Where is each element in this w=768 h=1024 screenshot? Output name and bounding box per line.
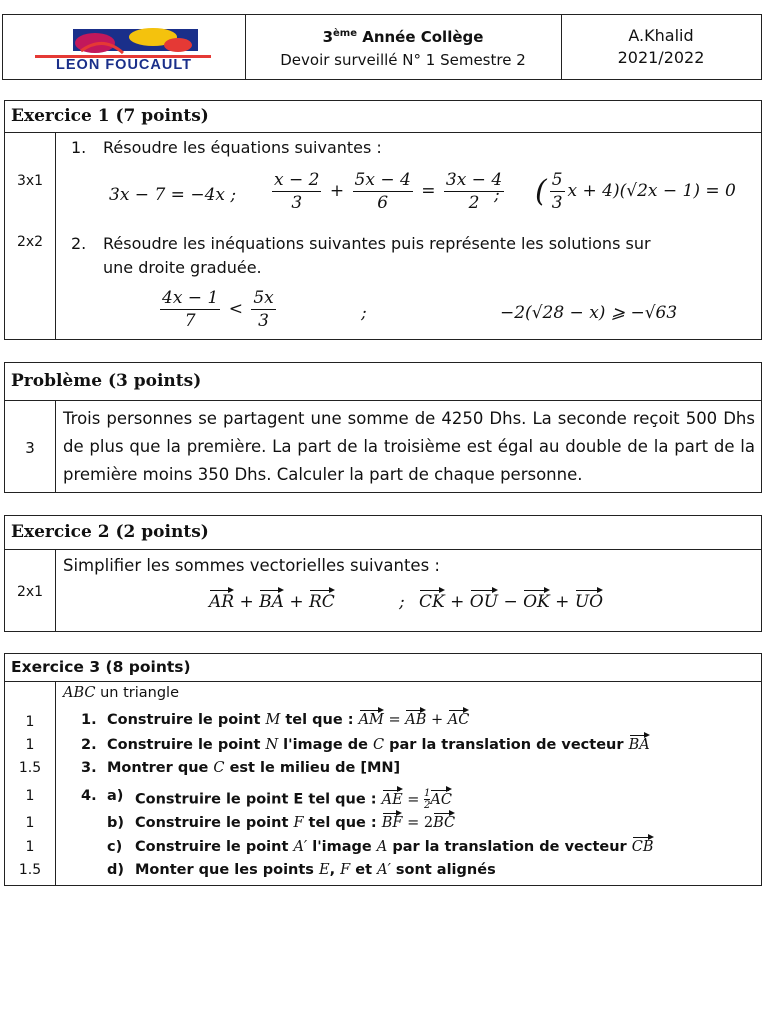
minus-sign: − bbox=[503, 592, 518, 612]
vector-OU: OU bbox=[469, 592, 499, 612]
ex3-mark-5: 1 bbox=[25, 815, 35, 831]
q1-text: Construire le point bbox=[107, 712, 266, 728]
grade-superscript: ème bbox=[333, 28, 357, 39]
point-A-prime: A′ bbox=[293, 839, 308, 855]
plus-sign: + bbox=[239, 592, 254, 612]
in1-less-than: < bbox=[228, 299, 243, 319]
qb-text-b: tel que : bbox=[303, 815, 382, 831]
point-M: M bbox=[265, 712, 281, 728]
point-C: C bbox=[372, 737, 385, 753]
inequation-separator: ; bbox=[361, 303, 367, 323]
in1-frac1-num: 4x − 1 bbox=[162, 288, 219, 308]
eq2-frac2-den: 6 bbox=[377, 193, 389, 213]
exercise-1 bbox=[4, 100, 762, 340]
eq2-frac3-num: 3x − 4 bbox=[445, 170, 503, 190]
ex3-q3-number: 3. bbox=[81, 760, 97, 776]
vector-CB: CB bbox=[631, 839, 654, 855]
ex3-q1 bbox=[107, 712, 469, 728]
eq2-frac3-den: 2 bbox=[468, 193, 480, 213]
eq3-frac-den: 3 bbox=[551, 193, 563, 213]
vector-OK: OK bbox=[523, 592, 550, 612]
qd-comma: , bbox=[329, 862, 341, 878]
plus-sign: + bbox=[555, 592, 570, 612]
school-year: 2021/2022 bbox=[617, 48, 705, 67]
equals-sign: = bbox=[407, 791, 420, 808]
q1-text: Résoudre les équations suivantes : bbox=[103, 138, 382, 157]
eq3-open-paren: ( bbox=[535, 174, 547, 209]
ex3-mark-4: 1 bbox=[25, 788, 35, 804]
exercise-2-title: Exercice 2 (2 points) bbox=[5, 516, 761, 550]
vector-RC: RC bbox=[308, 592, 335, 612]
exercise-1-mark-1: 3x1 bbox=[16, 173, 44, 189]
vector-AC: AC bbox=[430, 791, 452, 808]
exercise-1-mark-2: 2x2 bbox=[16, 234, 44, 250]
qc-text-a: Construire le point bbox=[135, 839, 294, 855]
school-logo-cell bbox=[3, 15, 246, 79]
in1-frac2-num: 5x bbox=[253, 288, 274, 308]
q3-text-a: Montrer que bbox=[107, 760, 214, 776]
problem-title: Problème (3 points) bbox=[5, 363, 761, 401]
exercise-2-mark: 2x1 bbox=[16, 584, 44, 600]
problem-section bbox=[4, 362, 762, 493]
q2-text-line-1: Résoudre les inéquations suivantes puis représente les solutions sur bbox=[103, 234, 651, 253]
q1-number: 1. bbox=[71, 138, 87, 157]
equals-sign: = bbox=[388, 712, 401, 728]
ex3-mark-6: 1 bbox=[25, 839, 35, 855]
ex3-intro bbox=[63, 685, 179, 701]
vector-BC: BC bbox=[433, 815, 456, 831]
inequation-2: −2(√28 − x) ⩾ −√63 bbox=[500, 303, 678, 323]
q1-tel-que: tel que : bbox=[280, 712, 359, 728]
eq3-frac-num: 5 bbox=[551, 170, 563, 190]
point-A: A bbox=[376, 839, 388, 855]
problem-mark: 3 bbox=[25, 439, 35, 457]
grade-text: Année Collège bbox=[356, 28, 484, 46]
vector-sum-1 bbox=[209, 592, 335, 612]
point-C: C bbox=[213, 760, 225, 776]
ex3-q3 bbox=[107, 760, 400, 776]
ex3-qa-label: a) bbox=[107, 788, 124, 804]
triangle-name: ABC bbox=[63, 685, 96, 701]
point-A-prime: A′ bbox=[377, 862, 391, 878]
plus-sign: + bbox=[289, 592, 304, 612]
exam-title: Devoir surveillé N° 1 Semestre 2 bbox=[280, 51, 526, 69]
point-E: E bbox=[319, 862, 330, 878]
point-F: F bbox=[293, 815, 304, 831]
exam-header bbox=[2, 14, 762, 80]
grade-line bbox=[245, 24, 561, 47]
in1-frac1-den: 7 bbox=[184, 311, 196, 331]
q2-number: 2. bbox=[71, 234, 87, 253]
vector-BA: BA bbox=[628, 737, 650, 753]
vector-separator: ; bbox=[399, 592, 405, 612]
q2-text-line-2: une droite graduée. bbox=[103, 258, 262, 277]
qb-coefficient: 2 bbox=[423, 815, 434, 831]
eq2-frac1-den: 3 bbox=[291, 193, 303, 213]
vector-UO: UO bbox=[574, 592, 604, 612]
problem-statement: Trois personnes se partagent une somme de 4250 Dhs. La seconde reçoit 500 Dhs de plus que la première. La part de la troisième est égal au double de la part de la première moins 350 Dhs. Calculer la part de chaque personne. bbox=[63, 409, 755, 484]
grade-number: 3 bbox=[322, 28, 333, 46]
ex3-qc-label: c) bbox=[107, 839, 123, 855]
vector-AE: AE bbox=[381, 791, 403, 808]
point-F: F bbox=[340, 862, 351, 878]
exam-info bbox=[245, 15, 562, 79]
inequation-1 bbox=[157, 287, 279, 332]
ex3-q4-number: 4. bbox=[81, 788, 97, 804]
author-name: A.Khalid bbox=[628, 26, 694, 45]
eq3-rest: x + 4)(√2x − 1) = 0 bbox=[567, 181, 736, 201]
qd-text-b: sont alignés bbox=[390, 862, 496, 878]
equation-2 bbox=[269, 169, 507, 214]
vector-AR: AR bbox=[209, 592, 235, 612]
q3-text-b: est le milieu de [MN] bbox=[224, 760, 401, 776]
qa-frac-num: 1 bbox=[424, 788, 431, 799]
ex3-q1-number: 1. bbox=[81, 712, 97, 728]
author-info bbox=[561, 15, 761, 79]
qa-text: Construire le point E tel que : bbox=[135, 791, 382, 808]
ex3-qa bbox=[135, 788, 452, 811]
qd-et: et bbox=[350, 862, 378, 878]
vector-CK: CK bbox=[419, 592, 445, 612]
vector-BA: BA bbox=[259, 592, 284, 612]
intro-text: un triangle bbox=[95, 685, 180, 701]
eq2-plus: + bbox=[329, 181, 345, 201]
point-N: N bbox=[265, 737, 279, 753]
ex3-qd-label: d) bbox=[107, 862, 125, 878]
eq2-frac1-num: x − 2 bbox=[274, 170, 320, 190]
exercise-3 bbox=[4, 653, 762, 886]
ex3-qc bbox=[135, 839, 654, 855]
ex3-q2 bbox=[107, 737, 650, 753]
qb-text-a: Construire le point bbox=[135, 815, 294, 831]
q2-text-c: par la translation de vecteur bbox=[384, 737, 629, 753]
qd-text-a: Monter que les points bbox=[135, 862, 319, 878]
plus-sign: + bbox=[431, 712, 444, 728]
exercise-3-title: Exercice 3 (8 points) bbox=[5, 654, 761, 682]
equation-3 bbox=[535, 169, 736, 214]
qc-text-c: par la translation de vecteur bbox=[387, 839, 632, 855]
ex3-qd bbox=[135, 862, 496, 878]
equation-separator: ; bbox=[494, 185, 500, 205]
qc-text-b: l'image bbox=[307, 839, 377, 855]
qa-frac-den: 2 bbox=[424, 800, 431, 811]
vector-AM: AM bbox=[358, 712, 384, 728]
in1-frac2-den: 3 bbox=[258, 311, 269, 331]
vector-AC: AC bbox=[447, 712, 470, 728]
ex3-qb-label: b) bbox=[107, 815, 125, 831]
ex3-mark-1: 1 bbox=[25, 714, 35, 730]
ex3-qb bbox=[135, 815, 455, 831]
logo-text: LEON FOUCAULT bbox=[56, 57, 192, 73]
exercise-2 bbox=[4, 515, 762, 632]
q2-text-a: Construire le point bbox=[107, 737, 266, 753]
equation-1: 3x − 7 = −4x ; bbox=[109, 185, 237, 205]
vector-BF: BF bbox=[381, 815, 403, 831]
vector-sum-2 bbox=[419, 592, 603, 612]
exercise-2-instruction: Simplifier les sommes vectorielles suivantes : bbox=[63, 556, 440, 575]
ex3-mark-7: 1.5 bbox=[18, 862, 42, 878]
eq2-equals: = bbox=[421, 181, 436, 201]
eq2-frac2-num: 5x − 4 bbox=[354, 170, 411, 190]
ex3-mark-2: 1 bbox=[25, 737, 35, 753]
equals-sign: = bbox=[407, 815, 420, 831]
plus-sign: + bbox=[450, 592, 465, 612]
vector-AB: AB bbox=[405, 712, 427, 728]
exercise-1-title: Exercice 1 (7 points) bbox=[5, 101, 761, 133]
ex3-q2-number: 2. bbox=[81, 737, 97, 753]
ex3-mark-3: 1.5 bbox=[18, 760, 42, 776]
q2-text-b: l'image de bbox=[278, 737, 373, 753]
